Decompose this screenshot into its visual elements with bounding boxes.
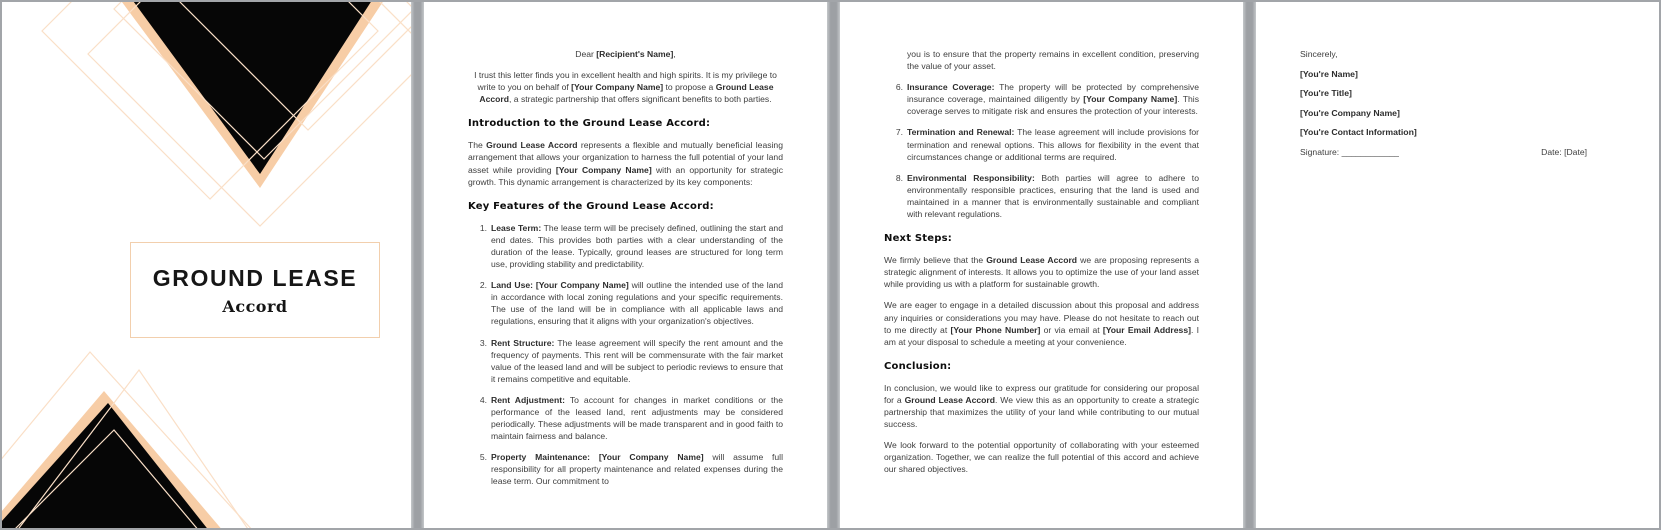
placeholder-field[interactable]: [Your Email Address]	[1102, 324, 1191, 335]
list-item-text	[907, 172, 1199, 220]
bold-text: Ground Lease Accord	[986, 255, 1078, 266]
list-item	[884, 81, 1199, 117]
paragraph	[468, 69, 783, 105]
paragraph	[884, 254, 1199, 290]
paragraph	[884, 299, 1199, 347]
list-item	[468, 222, 783, 270]
text-run: . This coverage serves to mitigate risk and ensures the protection of your interests.	[907, 94, 1200, 117]
placeholder-field[interactable]: [Your Company Name]	[555, 164, 652, 175]
document-page-cover[interactable]	[2, 2, 411, 528]
paragraph	[1300, 48, 1615, 60]
placeholder-field[interactable]: [Your Phone Number]	[950, 324, 1041, 335]
date-label	[1541, 146, 1587, 158]
placeholder-field[interactable]: [You're Title]	[1300, 88, 1352, 98]
page-gap	[827, 2, 840, 528]
bold-text: Lease Term:	[491, 222, 542, 233]
list-item-text	[907, 126, 1199, 162]
list-number: 3.	[479, 337, 487, 348]
bold-text: Property Maintenance: [Your Company Name]	[491, 452, 704, 463]
cover-title-box	[130, 242, 380, 338]
list-item	[468, 451, 783, 487]
paragraph	[468, 139, 783, 187]
list-number: 1.	[479, 222, 487, 233]
list-item	[884, 126, 1199, 162]
text-run: will outline the intended use of the land in accordance with local zoning regulations and your specific requirements. The use of the land will be in compliance with all applicable laws and regulations, ensuring that it aligns with your organization's objectives.	[491, 280, 783, 327]
text-run: to propose a	[663, 82, 716, 93]
text-run: . I am at your disposal to schedule a meeting at your convenience.	[884, 324, 1199, 347]
bold-text: Ground Lease Accord	[486, 140, 578, 151]
text-run: or via email at	[1040, 324, 1103, 335]
bold-text: Ground Lease Accord	[479, 82, 774, 105]
bottom-triangles-decoration	[2, 352, 254, 528]
list-item	[884, 172, 1199, 220]
text-run: ,	[673, 49, 676, 59]
list-number: 2.	[479, 280, 487, 291]
page-3-content	[840, 2, 1243, 475]
text-run: Date: [Date]	[1541, 146, 1587, 157]
bold-text: Ground Lease Accord	[904, 394, 996, 405]
list-item	[468, 337, 783, 385]
section-heading: Conclusion:	[884, 360, 952, 372]
list-number: 7.	[895, 127, 903, 138]
top-triangles-decoration	[42, 2, 411, 226]
list-item-text	[491, 279, 783, 327]
page-2-content	[424, 2, 827, 488]
bold-text: Environmental Responsibility:	[907, 172, 1035, 183]
cover-title: GROUND LEASE	[152, 264, 358, 291]
cover-subtitle: Accord	[222, 296, 288, 316]
document-page-4[interactable]	[1256, 2, 1659, 528]
bold-text: Insurance Coverage:	[907, 82, 995, 93]
list-item-text	[907, 81, 1199, 117]
placeholder-field[interactable]: [Your Company Name]	[1083, 94, 1178, 105]
list-continuation	[884, 48, 1199, 72]
paragraph	[1300, 87, 1615, 99]
list-number: 4.	[479, 394, 487, 405]
section-heading: Key Features of the Ground Lease Accord:	[468, 200, 714, 212]
bold-text: Land Use: [Your Company Name]	[491, 280, 629, 291]
text-run: Sincerely,	[1300, 49, 1338, 59]
document-page-2[interactable]	[424, 2, 827, 528]
paragraph	[1300, 68, 1615, 80]
list-item	[468, 394, 783, 442]
text-run: I trust this letter finds you in excellent health and high spirits. It is my privilege to write to you on behalf of	[474, 70, 777, 93]
bold-text: Rent Adjustment:	[491, 394, 565, 405]
text-run: In conclusion, we would like to express our gratitude for considering our proposal for a	[884, 382, 1199, 405]
text-run: The lease agreement will specify the rent amount and the frequency of payments. This rent will be commensurate with the fair market value of the leased land and will be subject to periodic reviews to ensure that it remains competitive and equitable.	[491, 337, 783, 384]
page-gap	[411, 2, 424, 528]
placeholder-field[interactable]: [You're Name]	[1300, 68, 1358, 79]
paragraph	[884, 439, 1199, 475]
list-item	[468, 279, 783, 327]
text-run: you is to ensure that the property remains in excellent condition, preserving the value of your asset.	[907, 49, 1199, 72]
list-item-text	[491, 337, 783, 385]
list-number: 6.	[895, 82, 903, 93]
list-item-text	[491, 394, 783, 442]
text-run: , a strategic partnership that offers significant benefits to both parties.	[509, 94, 772, 105]
signature-row	[1300, 146, 1615, 158]
text-run: The lease term will be precisely defined, outlining the start and end dates. This provides both parties with a clear understanding of the duration of the lease. Typically, ground leases are structured for long term use, providing stability and predictability.	[491, 222, 783, 270]
text-run: We firmly believe that the	[884, 255, 987, 266]
paragraph	[1300, 107, 1615, 119]
document-page-3[interactable]	[840, 2, 1243, 528]
section-heading: Introduction to the Ground Lease Accord:	[468, 118, 711, 130]
text-run: represents a flexible and mutually beneficial leasing arrangement that allows your organization to harness the full potential of your land asset while providing	[468, 140, 783, 175]
page-4-content	[1256, 2, 1659, 158]
text-run: . We view this as an opportunity to create a strategic partnership that maximizes the utility of your land while contributing to our mutual success.	[884, 394, 1199, 430]
placeholder-field[interactable]: [Recipient's Name]	[596, 49, 674, 59]
placeholder-field[interactable]: [You're Contact Information]	[1300, 127, 1417, 137]
text-run: The lease agreement will include provisions for termination and renewal options. This allows for flexibility in the event that circumstances change or additional terms are required.	[907, 127, 1199, 162]
placeholder-field[interactable]: [You're Company Name]	[1300, 107, 1400, 118]
text-run: To account for changes in market conditions or the performance of the leased land, rent adjustments may be considered periodically. These adjustments will be made transparent and in good faith to maintain fairness and balance.	[491, 394, 783, 442]
bold-text: Rent Structure:	[491, 337, 555, 348]
paragraph	[1300, 126, 1615, 138]
list-item-text	[491, 451, 783, 487]
text-run: We look forward to the potential opportunity of collaborating with your esteemed organization. Together, we can realize the full potential of this accord and achieve our shared objectives.	[884, 440, 1199, 475]
list-number: 8.	[895, 172, 903, 183]
text-run: The property will be protected by comprehensive insurance coverage, maintained diligently by	[907, 82, 1200, 105]
text-run: Both parties will agree to adhere to environmentally responsible practices, ensuring that the land is used and maintained in a manner that is environmentally sustainable and compliant with relevant regulations.	[907, 172, 1199, 220]
text-run: We are eager to engage in a detailed discussion about this proposal and address any inquiries or considerations you may have. Please do not hesitate to reach out to me directly at	[884, 300, 1199, 335]
paragraph	[884, 382, 1199, 430]
page-gap	[1243, 2, 1256, 528]
text-run: we are proposing represents a strategic alignment of interests. It allows you to optimize the use of your land asset while providing us with a platform for sustainable growth.	[884, 255, 1199, 290]
section-heading: Next Steps:	[884, 233, 952, 245]
text-run: Signature: ____________	[1300, 146, 1399, 157]
list-item-text	[491, 222, 783, 270]
text-run: Dear	[575, 49, 597, 59]
placeholder-field[interactable]: [Your Company Name]	[571, 82, 664, 93]
text-run: will assume full responsibility for all property maintenance and related expenses during the lease term. Our commitment to	[491, 452, 783, 487]
signature-label	[1300, 146, 1399, 158]
text-run: The	[468, 140, 487, 151]
paragraph	[468, 48, 783, 60]
bold-text: Termination and Renewal:	[907, 127, 1015, 138]
list-number: 5.	[479, 452, 487, 463]
text-run: with an opportunity for strategic growth. This dynamic arrangement is characterized by its key components:	[468, 164, 784, 187]
